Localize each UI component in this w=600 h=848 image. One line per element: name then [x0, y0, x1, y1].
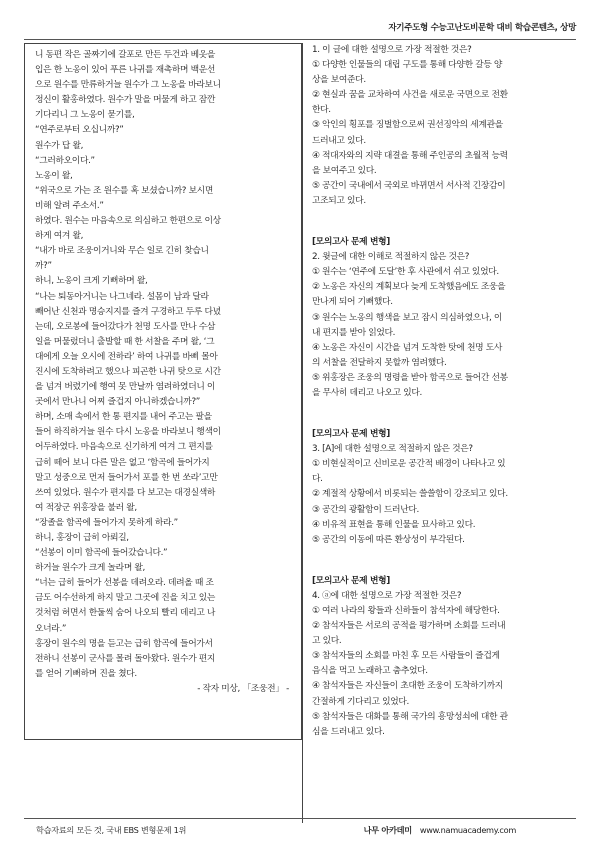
passage-line: 입은 한 노옹이 있어 푸른 나귀를 재촉하며 백운선: [35, 65, 216, 76]
answer-option-line: 다.: [312, 474, 323, 485]
footer-brand-block: [364, 825, 576, 836]
page-footer: [24, 823, 576, 837]
passage-line: “너는 급히 들어가 선봉을 데려오라. 데려올 때 조: [35, 578, 214, 589]
passage-line: 으로 원수를 만류하거늘 원수가 그 노옹을 바라보니: [35, 80, 221, 91]
answer-option-line: ① 비현실적이고 신비로운 공간적 배경이 나타나고 있: [312, 459, 506, 470]
question-source-label: [모의고사 문제 변형]: [312, 237, 390, 248]
answer-option-line: ④ 참석자들은 자신들이 초대한 조웅이 도착하기까지: [312, 681, 503, 692]
header-title: 자기주도형 수능고난도비문학 대비 학습콘텐츠, 상망: [388, 22, 576, 33]
passage-line: 홍장이 원수의 명을 듣고는 급히 함곡에 들어가서: [35, 638, 213, 649]
footer-divider: [24, 818, 576, 819]
question-block: [312, 43, 576, 209]
question-stem: 1. 이 글에 대한 설명으로 가장 적절한 것은?: [312, 45, 472, 55]
column-divider: [302, 43, 303, 823]
passage-line: “그러하오이다.”: [35, 155, 95, 166]
answer-option-line: ③ 원수는 노옹의 행색을 보고 잠시 의심하였으나, 이: [312, 312, 503, 323]
passage-line: “연주로부터 오십니까?”: [35, 125, 124, 136]
passage-line: 하니, 노옹이 크게 기뻐하며 왈,: [35, 276, 148, 287]
passage-line: 금도 어수선하게 하지 말고 그곳에 진을 치고 있는: [35, 593, 216, 604]
answer-option-line: 간절하게 기다리고 있었다.: [312, 696, 409, 707]
passage-line: 을 넘겨 버렸기에 행여 못 만날까 염려하였더니 이: [35, 382, 216, 393]
answer-option-line: ⑤ 참석자들은 대화를 통해 국가의 흥망성쇠에 대한 관: [312, 711, 508, 722]
passage-line: “장졸을 함곡에 들어가지 못하게 하라.”: [35, 517, 178, 528]
passage-line: 하니, 홍장이 급히 아뢰길,: [35, 533, 129, 543]
answer-option-line: ⑤ 위홍장은 조웅의 명령을 받아 함곡으로 들어간 선봉: [312, 372, 508, 383]
question-block: [312, 427, 576, 548]
passage-line: 말고 성중으로 먼저 들어가서 포를 한 번 쏘라’고만: [35, 472, 218, 483]
passage-line: 들어 하직하거늘 원수 다시 노옹을 바라보니 행색이: [35, 427, 221, 438]
answer-option-line: ① 다양한 인물들의 대립 구도를 통해 다양한 갈등 양: [312, 60, 503, 71]
answer-option-line: ① 원수는 ‘연주에 도달’한 후 사관에서 쉬고 있었다.: [312, 267, 499, 278]
answer-option-line: 을 보여주고 있다.: [312, 165, 377, 176]
answer-option-line: 고조되고 있다.: [312, 195, 366, 206]
passage-line: 어두하였다. 마음속으로 신기하게 여겨 그 편지를: [35, 442, 213, 453]
question-block: [312, 235, 576, 401]
passage-line: 쓰여 있었다. 원수가 편지를 다 보고는 대경실색하: [35, 487, 216, 498]
passage-line: 비해 알려 주소서.”: [35, 200, 104, 211]
passage-line: 여 적장군 위홍장을 불러 왈,: [35, 502, 137, 513]
question-stem: 2. 윗글에 대한 이해로 적절하지 않은 것은?: [312, 252, 470, 263]
passage-line: 를 얻어 기뻐하며 진을 쳤다.: [35, 668, 137, 679]
answer-option-line: ⑤ 공간의 이동에 따른 환상성이 부각된다.: [312, 534, 465, 545]
answer-option-line: 을 무사히 데리고 나오고 있다.: [312, 387, 423, 398]
passage-line: 니 동편 작은 골짜기에 갈포로 만든 두건과 베옷을: [35, 50, 216, 60]
answer-option-line: 고 있다.: [312, 636, 342, 647]
answer-option-line: ① 여러 나라의 왕들과 신하들이 참석자에 해당한다.: [312, 606, 500, 616]
passage-line: 일을 머물렀더니 출발할 때 한 서찰을 주며 왈, ‘그: [35, 336, 215, 347]
passage-line: 하였다. 원수는 마음속으로 의심하고 한편으로 이상: [35, 216, 221, 227]
answer-option-line: 상을 보여준다.: [312, 75, 366, 86]
passage-line: 하며, 소매 속에서 한 통 편지를 내어 주고는 팔을: [35, 412, 212, 423]
footer-slogan: 학습자료의 모든 것, 국내 EBS 변형문제 1위: [36, 824, 187, 835]
passage-line: “나는 퇴동아거니는 나그네라. 설몸이 남과 달라: [35, 291, 209, 302]
answer-option-line: ③ 악인의 횡포를 징벌함으로써 권선징악의 세계관을: [312, 120, 503, 131]
question-stem: 3. [A]에 대한 설명으로 적절하지 않은 것은?: [312, 444, 473, 455]
answer-option-line: 심을 드러내고 있다.: [312, 726, 385, 737]
passage-line: 곳에서 만나니 어찌 즐겁지 아니하겠습니까?”: [35, 397, 200, 408]
passage-line: 진시에 도착하려고 했으나 피곤한 나귀 탓으로 시간: [35, 366, 221, 377]
answer-option-line: ② 현실과 꿈을 교차하여 사건을 새로운 국면으로 전환: [312, 90, 508, 101]
answer-option-line: ④ 적대자와의 지략 대결을 통해 주인공의 초월적 능력: [312, 150, 508, 161]
passage-line: 노옹이 왈,: [35, 170, 73, 181]
answer-option-line: 한다.: [312, 105, 331, 116]
answer-option-line: ② 계절적 상황에서 비롯되는 쓸쓸함이 강조되고 있다.: [312, 489, 508, 500]
passage-line: “선봉이 이미 함곡에 들어갔습니다.”: [35, 548, 168, 559]
question-block: [312, 574, 576, 740]
passage-line: 는데, 오로봉에 들어갔다가 천명 도사를 만나 수삼: [35, 321, 216, 332]
passage-citation: - 작자 미상, 「조웅전」 -: [197, 683, 289, 694]
footer-brand: 나무 아카데미: [363, 824, 412, 835]
question-column: [312, 43, 576, 746]
passage-line: “내가 바로 조웅이거니와 무슨 일로 긴히 찾습니: [35, 246, 209, 257]
answer-option-line: ③ 공간의 광활함이 드러난다.: [312, 504, 419, 515]
passage-line: 급히 떼어 보니 다른 말은 없고 ‘함곡에 들어가지: [35, 457, 210, 468]
answer-option-line: 드러내고 있다.: [312, 135, 366, 146]
answer-option-line: 만나게 되어 기뻐했다.: [312, 297, 393, 308]
question-source-label: [모의고사 문제 변형]: [312, 429, 390, 440]
passage-line: 하거늘 원수가 크게 놀라며 왈,: [35, 563, 146, 574]
passage-line: 정신이 활홍하였다. 원수가 말을 머물게 하고 잠깐: [35, 95, 216, 106]
passage-line: 것처럼 허면서 한둘씩 숨어 나오되 빨리 데리고 나: [35, 608, 216, 619]
passage-line: 원수가 답 왈,: [35, 140, 84, 151]
passage-line: 하게 여겨 왈,: [35, 231, 84, 242]
answer-option-line: ④ 비유적 표현을 통해 인물을 묘사하고 있다.: [312, 519, 476, 530]
passage-line: 대에게 오늘 오시에 전하라’ 하여 나귀를 바삐 몰아: [35, 351, 218, 362]
passage-line: “위국으로 가는 조 원수를 혹 보셨습니까? 보시면: [35, 185, 214, 196]
answer-option-line: ③ 참석자들의 소회를 마친 후 모든 사람들이 즐겁게: [312, 651, 500, 662]
answer-option-line: ② 참석자들은 서로의 공적을 평가하며 소회를 드러내: [312, 621, 506, 632]
answer-option-line: ② 노옹은 자신의 계획보다 늦게 도착했음에도 조웅을: [312, 282, 506, 293]
answer-option-line: ④ 노옹은 자신이 시간을 넘겨 도착한 탓에 천명 도사: [312, 342, 503, 353]
answer-option-line: 내 편지를 받아 읽었다.: [312, 327, 396, 338]
passage-box: [24, 43, 302, 740]
answer-option-line: ⑤ 공간이 국내에서 국외로 바뀌면서 서사적 긴장감이: [312, 180, 506, 191]
passage-line: 빼어난 신천과 명승지지를 즐겨 구경하고 두루 다녔: [35, 306, 221, 317]
page-header: [24, 14, 576, 40]
passage-line: 오너라.”: [35, 623, 67, 634]
answer-option-line: 음식을 먹고 노래하고 춤추었다.: [312, 666, 428, 677]
passage-line: 기다리니 그 노옹이 묻기를,: [35, 110, 135, 121]
passage-line: 까?”: [35, 261, 52, 272]
question-stem: 4. ⓐ에 대한 설명으로 가장 적절한 것은?: [312, 590, 462, 601]
question-source-label: [모의고사 문제 변형]: [312, 575, 390, 586]
footer-url[interactable]: www.namuacademy.com: [419, 824, 516, 835]
passage-line: 전하니 선봉이 군사를 몰려 돌아왔다. 원수가 편지: [35, 653, 216, 664]
answer-option-line: 의 서찰을 전달하지 못할까 염려했다.: [312, 357, 447, 368]
